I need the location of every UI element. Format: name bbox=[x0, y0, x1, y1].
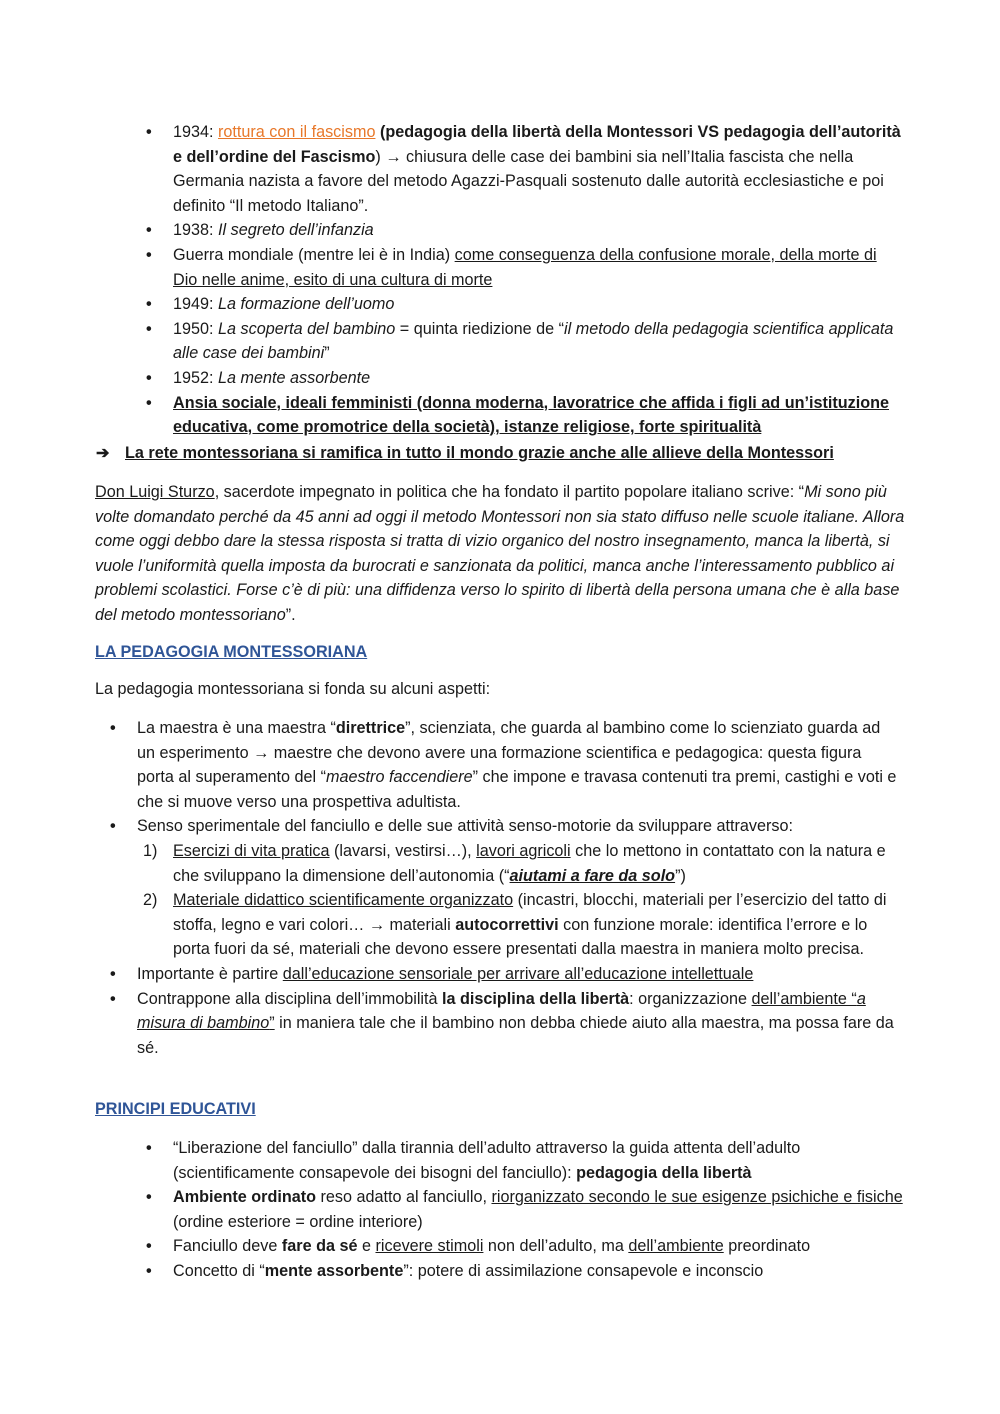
list-item bbox=[173, 243, 903, 292]
principles-list bbox=[173, 1136, 903, 1284]
text: = quinta riedizione de “ bbox=[395, 319, 565, 338]
text: ”, scienziata, che guarda al bambino come lo scienziato guarda ad un esperimento bbox=[137, 719, 881, 762]
underlined-text: lavori agricoli bbox=[476, 841, 571, 860]
text: Importante è partire bbox=[137, 964, 283, 983]
year-label: 1952: bbox=[173, 368, 219, 387]
list-item bbox=[137, 987, 902, 1061]
year-label: 1938: bbox=[173, 221, 219, 240]
text: preordinato bbox=[723, 1237, 811, 1256]
text: Contrappone alla disciplina dell’immobilità bbox=[137, 989, 443, 1008]
text: ”: potere di assimilazione consapevole e inconscio bbox=[403, 1261, 764, 1280]
year-label: 1950: bbox=[173, 319, 219, 338]
bold-text: la disciplina della libertà bbox=[442, 989, 630, 1008]
book-title: Il segreto dell’infanzia bbox=[218, 221, 374, 240]
text: (lavarsi, vestirsi…), bbox=[329, 841, 477, 860]
sublist-item bbox=[143, 839, 902, 888]
text: chiusura delle case dei bambini sia nell’Italia fascista che nella Germania nazista a favore del metodo Agazzi-Pasquali sostenuto dalle autorità ecclesiastiche e poi definito “Il metodo Italiano”. bbox=[173, 147, 884, 215]
arrow-icon: → bbox=[368, 915, 386, 934]
underlined-text: dall’educazione sensoriale per arrivare all’educazione intellettuale bbox=[282, 964, 754, 983]
list-item bbox=[173, 1136, 903, 1185]
pedagogy-list bbox=[137, 716, 902, 1060]
list-item bbox=[173, 292, 903, 317]
year-label: 1934: bbox=[173, 123, 219, 141]
list-item bbox=[173, 120, 903, 218]
text: non dell’adulto, ma bbox=[483, 1237, 629, 1256]
list-item bbox=[137, 814, 902, 962]
list-item bbox=[173, 1259, 903, 1284]
underlined-text: dell’ambiente “ bbox=[751, 989, 857, 1008]
text: “Liberazione del fanciullo” dalla tirannia dell’adulto attraverso la guida attenta dell’adulto (scientificamente consapevole dei bisogni del fanciullo): bbox=[173, 1139, 801, 1182]
underlined-text: Materiale didattico scientificamente organizzato bbox=[173, 891, 514, 910]
underlined-text: riorganizzato secondo le sue esigenze psichiche e fisiche bbox=[491, 1188, 903, 1207]
list-item bbox=[173, 317, 903, 366]
bold-text: pedagogia della libertà bbox=[576, 1163, 752, 1182]
section-intro: La pedagogia montessoriana si fonda su alcuni aspetti: bbox=[95, 680, 491, 698]
bold-text: autocorrettivi bbox=[455, 915, 559, 934]
text: ” bbox=[324, 344, 330, 363]
bold-underlined-text: Ansia sociale, ideali femministi (donna moderna, lavoratrice che affida i figli ad un’istituzione educativa, come promotrice della società), istanze religiose, forte spiritualità bbox=[173, 393, 890, 437]
underlined-italic-text: a misura di bambino bbox=[137, 989, 866, 1033]
list-item bbox=[173, 218, 903, 243]
bold-text: fare da sé bbox=[281, 1237, 358, 1256]
list-item bbox=[173, 391, 903, 440]
text: maestre che devono avere una formazione scientifica e pedagogica: questa figura porta al superamento del “ bbox=[137, 743, 862, 787]
text: in maniera tale che il bambino non debba chiede aiuto alla maestra, ma possa fare da sé. bbox=[137, 1014, 894, 1057]
text: (ordine esteriore = ordine interiore) bbox=[173, 1212, 423, 1231]
bold-text: direttrice bbox=[335, 719, 406, 737]
section-heading-principi: PRINCIPI EDUCATIVI bbox=[95, 1100, 256, 1118]
text: e bbox=[357, 1237, 376, 1256]
underlined-text: dell’ambiente bbox=[628, 1237, 724, 1256]
timeline-list bbox=[173, 120, 903, 440]
text: con funzione morale: identifica l’errore e lo porta fuori da sé, materiali che devono essere presentati dalla maestra in maniera molto precisa. bbox=[173, 915, 868, 959]
list-item bbox=[137, 716, 902, 814]
text: Senso sperimentale del fanciullo e delle sue attività senso-motorie da sviluppare attraverso: bbox=[137, 817, 793, 836]
quoted-title: il metodo della pedagogia scientifica applicata alle case dei bambini bbox=[173, 319, 894, 363]
list-item bbox=[173, 1185, 903, 1234]
underlined-text: ricevere stimoli bbox=[375, 1237, 484, 1256]
bold-text: (pedagogia della libertà della Montessori VS pedagogia dell’autorità e dell’ordine del Fascismo bbox=[173, 123, 901, 166]
summary-text: La rete montessoriana si ramifica in tutto il mondo grazie anche alle allieve della Montessori bbox=[125, 444, 834, 462]
list-item bbox=[137, 962, 902, 987]
text: reso adatto al fanciullo, bbox=[316, 1188, 492, 1207]
text: Concetto di “ bbox=[173, 1261, 265, 1280]
bold-text: mente assorbente bbox=[264, 1261, 404, 1280]
numbered-sublist bbox=[137, 839, 902, 962]
text: materiali bbox=[385, 915, 456, 934]
sublist-item bbox=[143, 888, 902, 962]
sturzo-paragraph bbox=[95, 480, 910, 628]
text: La maestra è una maestra “ bbox=[137, 719, 336, 737]
book-title: La mente assorbente bbox=[218, 368, 371, 387]
text: che lo mettono in contattato con la natura e che sviluppano la dimensione dell’autonomia (“ bbox=[173, 841, 886, 885]
item-number: 2) bbox=[143, 891, 158, 910]
text: (incastri, blocchi, materiali per l’esercizio del tatto di stoffa, legno e vari colori… bbox=[173, 891, 887, 934]
text: Fanciullo deve bbox=[173, 1237, 282, 1256]
arrow-icon: → bbox=[385, 147, 402, 166]
arrow-icon: → bbox=[253, 743, 270, 762]
bold-text: Ambiente ordinato bbox=[173, 1188, 316, 1207]
underlined-text: ” bbox=[269, 1014, 275, 1033]
list-item bbox=[173, 366, 903, 391]
text: ”. bbox=[285, 605, 296, 624]
year-label: 1949: bbox=[173, 295, 219, 314]
text: ”) bbox=[675, 866, 686, 885]
list-item bbox=[173, 1234, 903, 1259]
italic-text: maestro faccendiere bbox=[325, 768, 473, 787]
bold-italic-text: aiutami a fare da solo bbox=[509, 866, 676, 885]
quote-text: Mi sono più volte domandato perché da 45 anni ad oggi il metodo Montessori non sia stato diffuso nelle scuole italiane. Allora come oggi debbo dare la stessa risposta si tratta di vizio organico del nostro insegnamento, manca la libertà, si vuole l’uniformità quella imposta da burocrati e sanzionata da politici, manca anche l’interessamento pubblico ai problemi scolastici. Forse c’è di più: una diffidenza verso lo spirito di libertà della persona umana che è alla base del metodo montessoriano bbox=[95, 483, 905, 624]
person-name: Don Luigi Sturzo bbox=[95, 483, 215, 501]
underlined-text: Esercizi di vita pratica bbox=[173, 841, 330, 860]
underlined-text: come conseguenza della confusione morale, della morte di Dio nelle anime, esito di una cultura di morte bbox=[173, 245, 877, 289]
section-heading-pedagogia: LA PEDAGOGIA MONTESSORIANA bbox=[95, 643, 368, 661]
text: , sacerdote impegnato in politica che ha fondato il partito popolare italiano scrive: “ bbox=[214, 483, 805, 501]
book-title: La scoperta del bambino bbox=[218, 319, 396, 338]
fascism-link[interactable]: rottura con il fascismo bbox=[218, 123, 376, 141]
item-number: 1) bbox=[143, 841, 158, 860]
text: ) bbox=[375, 147, 386, 166]
arrow-icon: ➔ bbox=[96, 444, 110, 462]
text: Guerra mondiale (mentre lei è in India) bbox=[173, 245, 455, 264]
text: ” che impone e travasa contenuti tra premi, castighi e voti e che si muove verso una prospettiva adultista. bbox=[137, 768, 897, 811]
text: : organizzazione bbox=[629, 989, 752, 1008]
book-title: La formazione dell’uomo bbox=[218, 295, 395, 314]
